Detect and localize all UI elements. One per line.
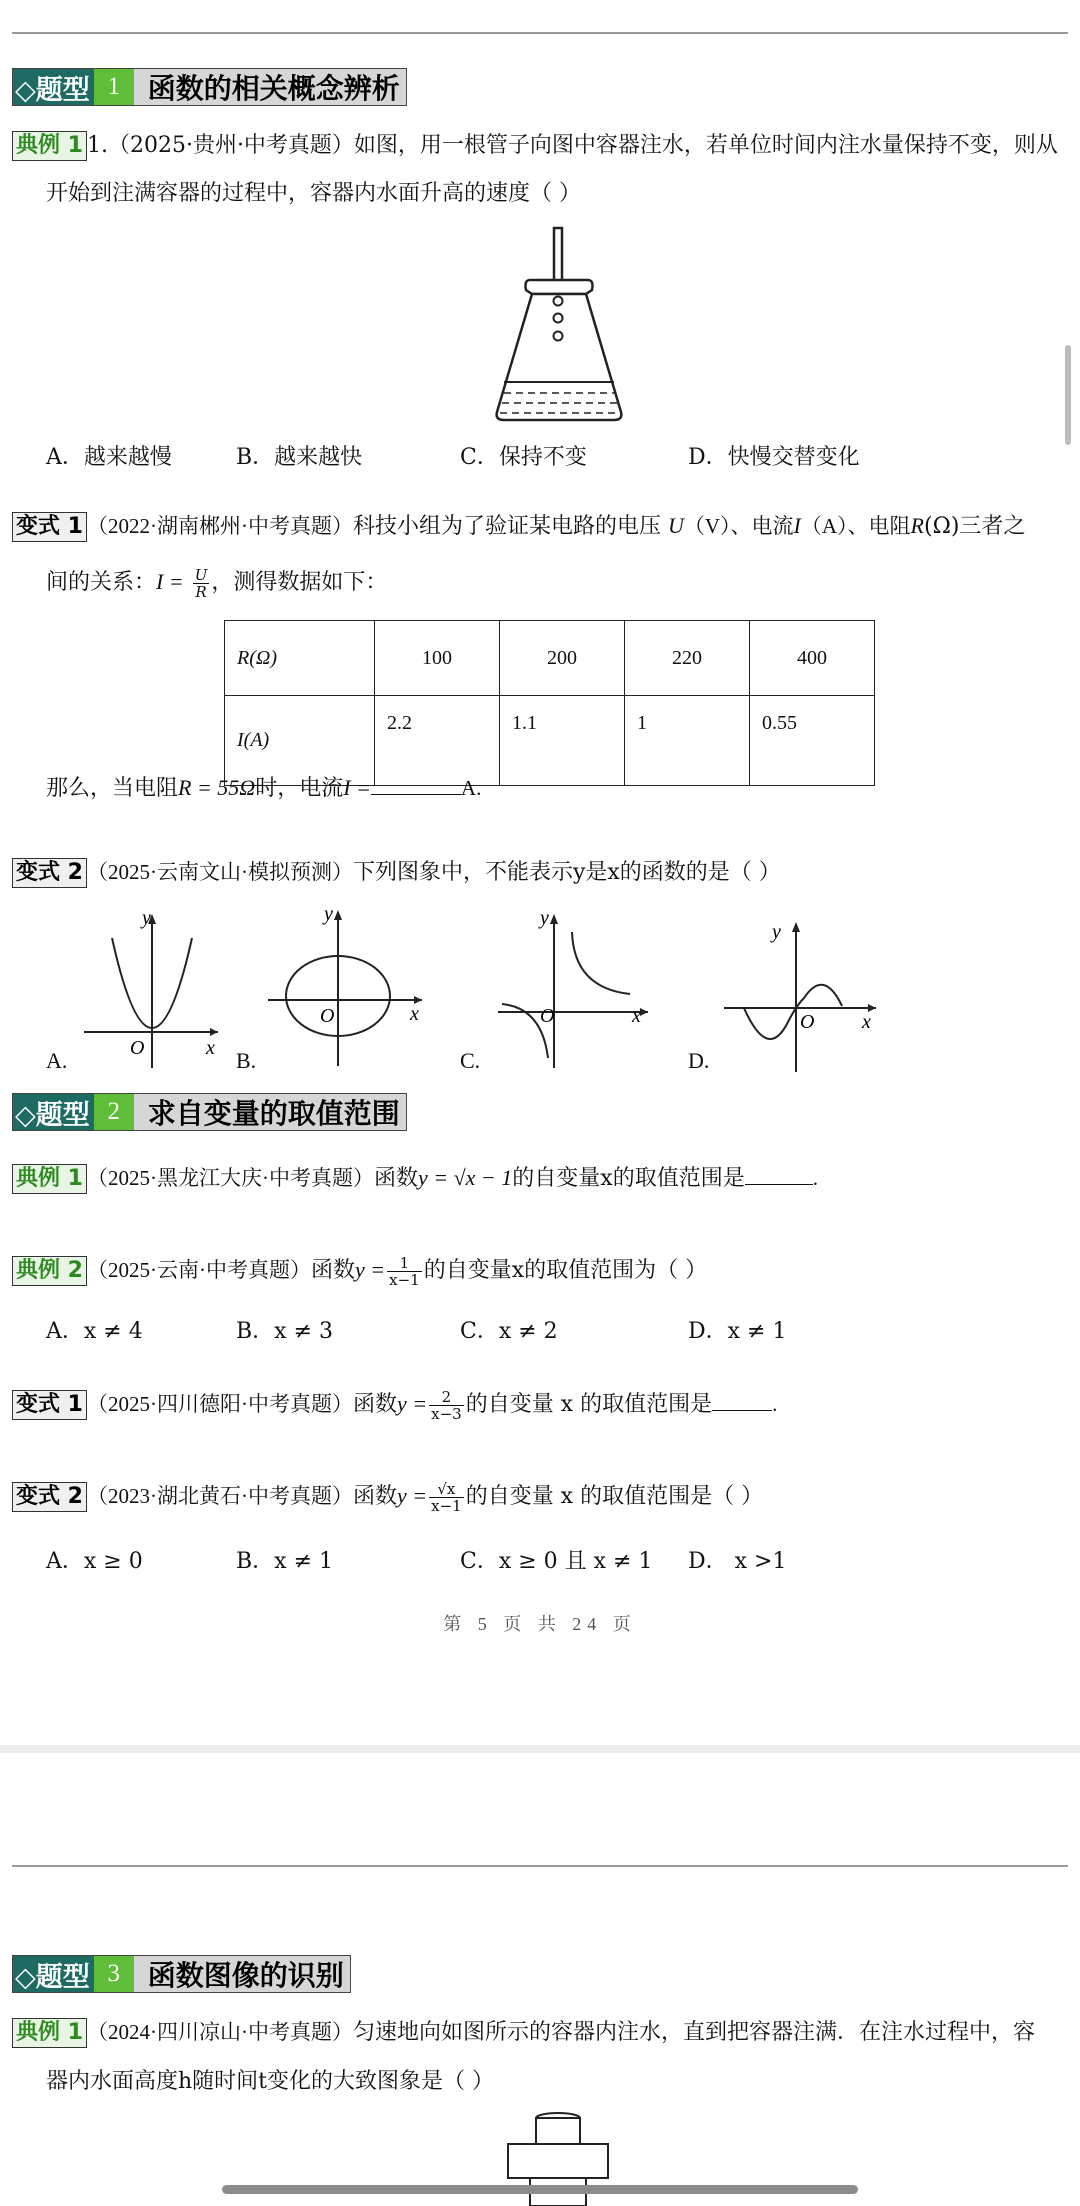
section-type-label: ◇题型 — [13, 1956, 94, 1992]
formula-fraction: $\frac{1}{x-1}$ — [389, 1253, 420, 1289]
option-a: A．x ≠ 4 — [46, 1319, 143, 1344]
s3-example-1-line-1: 典例 1 （2024·四川凉山·中考真题）匀速地向如图所示的容器内注水，直到把容器注满．在注水过程中，容 — [12, 2016, 1035, 2049]
s2-example-1-line: 典例 1 （2025·黑龙江大庆·中考真题）函数y = √x − 1的自变量x的取值范围是 . — [12, 1162, 818, 1195]
option-b: B．x ≠ 3 — [236, 1319, 333, 1344]
table-header-cell: R(Ω) — [225, 621, 375, 696]
table-cell: 220 — [625, 621, 750, 696]
option-c: C．x ≠ 2 — [460, 1319, 558, 1344]
question-source: （2025·四川德阳·中考真题） — [86, 1392, 353, 1416]
page-footer: 第 5 页 共 24 页 — [443, 1614, 637, 1634]
example-badge: 典例 1 — [12, 1164, 87, 1194]
section-type-label: ◇题型 — [13, 69, 94, 105]
top-rule — [12, 32, 1068, 34]
formula-fraction: $\frac{2}{x-3}$ — [431, 1387, 462, 1423]
graph-c-hyperbola — [498, 908, 658, 1068]
symbol-i: I — [793, 513, 801, 538]
variant-badge: 变式 1 — [12, 1390, 87, 1420]
option-a: A．越来越慢 — [46, 445, 172, 470]
option-d: D．x ≠ 1 — [688, 1319, 787, 1344]
flask-figure — [488, 222, 630, 428]
option-b: B．越来越快 — [236, 445, 363, 470]
answer-blank — [712, 1390, 772, 1411]
variant-1-line-2: 间的关系：I = $\frac{U}{R}$ ，测得数据如下： — [46, 565, 388, 601]
section-number: 1 — [94, 69, 134, 105]
origin-label: O — [130, 1037, 145, 1059]
axis-y-label: y — [772, 921, 781, 943]
symbol-u: U — [667, 513, 684, 538]
option-b: B．x ≠ 1 — [236, 1549, 333, 1574]
question-source: （2024·四川凉山·中考真题） — [86, 2020, 353, 2044]
resistance-current-table — [224, 620, 875, 786]
section-heading-1 — [12, 68, 407, 106]
formula-fraction: $\frac{U}{R}$ — [194, 565, 208, 601]
origin-label: O — [320, 1005, 335, 1027]
s2-example-2-line: 典例 2 （2025·云南·中考真题）函数y = $\frac{1}{x-1}$ 的自变量x的取值范围为（ ） — [12, 1254, 707, 1288]
answer-blank — [371, 774, 461, 795]
axis-y-label: y — [324, 906, 333, 925]
graph-option-b-label: B. — [236, 1048, 257, 1073]
question-source: （2023·湖北黄石·中考真题） — [86, 1484, 353, 1508]
example-1-line-1 — [12, 130, 1058, 162]
graph-b-ellipse — [268, 906, 428, 1066]
section-heading-2 — [12, 1093, 407, 1131]
example-badge: 典例 2 — [12, 1256, 87, 1286]
option-c: C．x ≥ 0 且 x ≠ 1 — [460, 1549, 653, 1574]
question-source: （2025·云南文山·模拟预测） — [86, 860, 353, 884]
question-text: 下列图象中，不能表示y是x的函数的是（ ） — [352, 860, 781, 885]
section-title: 求自变量的取值范围 — [134, 1094, 406, 1130]
axis-y-label: y — [142, 908, 151, 929]
s2-variant-1-line: 变式 1 （2025·四川德阳·中考真题）函数y = $\frac{2}{x-3}$ 的自变量 x 的取值范围是 . — [12, 1388, 777, 1422]
graph-a-parabola — [80, 908, 230, 1068]
table-cell: 2.2 — [375, 696, 500, 786]
formula-fraction: $\frac{√x}{x-1}$ — [431, 1479, 462, 1515]
section-number: 2 — [94, 1094, 134, 1130]
variant-2-line — [12, 856, 781, 889]
s2-variant-2-line: 变式 2 （2023·湖北黄石·中考真题）函数y = $\frac{√x}{x-1}$ 的自变量 x 的取值范围是（ ） — [12, 1480, 763, 1514]
variant-badge: 变式 1 — [12, 512, 87, 542]
option-a: A．x ≥ 0 — [46, 1549, 143, 1574]
answer-blank — [745, 1164, 813, 1185]
section-type-label: ◇题型 — [13, 1094, 94, 1130]
question-text: 1.（2025·贵州·中考真题）如图，用一根管子向图中容器注水，若单位时间内注水量保持不变，则从 — [86, 133, 1058, 158]
formula-lhs: I = — [156, 569, 184, 594]
option-d: D． x >1 — [688, 1549, 787, 1574]
table-cell: 1.1 — [500, 696, 625, 786]
next-page-rule — [12, 1865, 1068, 1867]
page-gap — [0, 1745, 1080, 1753]
axis-x-label: x — [632, 1005, 641, 1027]
axis-x-label: x — [862, 1011, 871, 1033]
question-source: （2025·云南·中考真题） — [86, 1258, 311, 1282]
home-indicator[interactable] — [222, 2185, 858, 2194]
scrollbar-thumb[interactable] — [1065, 345, 1071, 445]
option-c: C．保持不变 — [460, 445, 587, 470]
section-heading-3 — [12, 1955, 351, 1993]
example-badge: 典例 1 — [12, 131, 87, 161]
origin-label: O — [540, 1005, 555, 1027]
option-d: D．快慢交替变化 — [688, 445, 860, 470]
example-badge: 典例 1 — [12, 2018, 87, 2048]
table-cell: 100 — [375, 621, 500, 696]
graph-d-wave — [724, 912, 884, 1072]
formula: y = √x − 1 — [417, 1165, 513, 1190]
origin-label: O — [800, 1011, 815, 1033]
table-header-cell: I(A) — [225, 696, 375, 786]
variant-badge: 变式 2 — [12, 1482, 87, 1512]
graph-option-c-label: C. — [460, 1048, 481, 1073]
section-title: 函数的相关概念辨析 — [134, 69, 406, 105]
table-cell: 1 — [625, 696, 750, 786]
variant-badge: 变式 2 — [12, 858, 87, 888]
axis-y-label: y — [540, 908, 549, 929]
variant-1-line-1: 变式 1 （2022·湖南郴州·中考真题）科技小组为了验证某电路的电压 U（V）、电流I（A）、电阻R(Ω)三者之 — [12, 510, 1025, 543]
graph-option-a-label: A. — [46, 1048, 68, 1073]
axis-x-label: x — [410, 1003, 419, 1025]
table-cell: 200 — [500, 621, 625, 696]
section-number: 3 — [94, 1956, 134, 1992]
table-cell: 400 — [750, 621, 875, 696]
table-cell: 0.55 — [750, 696, 875, 786]
question-source: （2025·黑龙江大庆·中考真题） — [86, 1166, 374, 1190]
variant-1-line-3: 那么，当电阻R = 55Ω时，电流I = A. — [46, 775, 482, 801]
section-title: 函数图像的识别 — [134, 1956, 350, 1992]
question-source: （2022·湖南郴州·中考真题） — [86, 514, 353, 538]
s3-example-1-line-2: 器内水面高度h随时间t变化的大致图象是（ ） — [46, 2069, 495, 2094]
axis-x-label: x — [206, 1037, 215, 1059]
table-row — [225, 621, 875, 696]
graph-option-d-label: D. — [688, 1048, 710, 1073]
question-text: 科技小组为了验证某电路的电压 — [352, 514, 661, 539]
symbol-r: R — [910, 513, 924, 538]
example-1-line-2: 开始到注满容器的过程中，容器内水面升高的速度（ ） — [46, 181, 581, 206]
